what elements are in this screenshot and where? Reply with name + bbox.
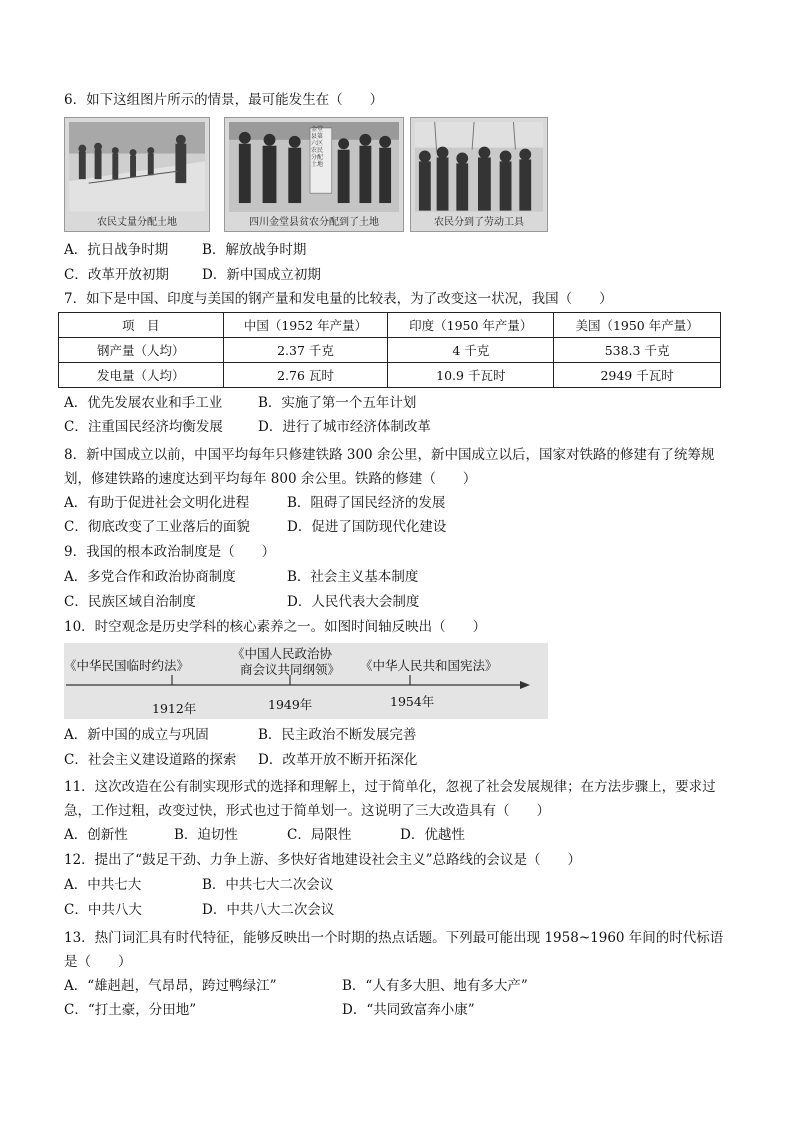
- timeline-doc-1912: 《中华民国临时约法》: [64, 658, 190, 673]
- q8-option-a[interactable]: A．有助于促进社会文明化进程: [64, 495, 250, 511]
- timeline-doc-1954: 《中华人民共和国宪法》: [360, 658, 498, 673]
- table-header-cell: 美国（1950 年产量）: [554, 313, 721, 338]
- timeline-year-1912: 1912年: [152, 701, 197, 716]
- q13-option-b[interactable]: B．“人有多大胆、地有多大产”: [342, 978, 528, 994]
- q10-option-a[interactable]: A．新中国的成立与巩固: [64, 727, 209, 743]
- q7-option-c[interactable]: C．注重国民经济均衡发展: [64, 419, 223, 435]
- q11-option-c[interactable]: C．局限性: [287, 827, 352, 843]
- q12-stem: 12．提出了“鼓足干劲、力争上游、多快好省地建设社会主义”总路线的会议是（ ）: [64, 852, 581, 868]
- q6-photo-1: [64, 117, 210, 232]
- table-header-cell: 中国（1952 年产量）: [223, 313, 388, 338]
- timeline-doc-1949-line1: 《中国人民政治协: [232, 646, 333, 661]
- q7-option-d[interactable]: D．进行了城市经济体制改革: [258, 419, 431, 435]
- q6-option-b[interactable]: B．解放战争时期: [202, 242, 307, 258]
- q10-stem: 10．时空观念是历史学科的核心素养之一。如图时间轴反映出（ ）: [64, 619, 487, 635]
- photo-caption: 农民分到了劳动工具: [434, 217, 524, 228]
- q12-option-c[interactable]: C．中共八大: [64, 902, 142, 918]
- table-row: [59, 363, 721, 388]
- table-cell: 4 千克: [388, 338, 554, 363]
- q13-option-d[interactable]: D．“共同致富奔小康”: [342, 1002, 475, 1018]
- q12-option-b[interactable]: B．中共七大二次会议: [202, 877, 334, 893]
- farmers-measuring-land-image: [69, 122, 205, 212]
- q7-option-a[interactable]: A．优先发展农业和手工业: [64, 395, 223, 411]
- q9-option-b[interactable]: B．社会主义基本制度: [287, 569, 419, 585]
- timeline-year-1954: 1954年: [390, 694, 435, 709]
- table-cell: 2.37 千克: [223, 338, 388, 363]
- q9-option-d[interactable]: D．人民代表大会制度: [287, 594, 420, 610]
- table-cell: 10.9 千瓦时: [388, 363, 554, 388]
- q7-option-b[interactable]: B．实施了第一个五年计划: [258, 395, 417, 411]
- table-header-cell: 项 目: [59, 313, 224, 338]
- q6-photo-2: [224, 117, 404, 232]
- table-row: [59, 338, 721, 363]
- timeline-doc-1949-line2: 商会议共同纲领》: [240, 662, 341, 677]
- q12-option-a[interactable]: A．中共七大: [64, 877, 142, 893]
- q12-option-d[interactable]: D．中共八大二次会议: [202, 902, 335, 918]
- table-cell: 2.76 瓦时: [223, 363, 388, 388]
- q6-option-d[interactable]: D．新中国成立初期: [202, 267, 321, 283]
- q8-option-c[interactable]: C．彻底改变了工业落后的面貌: [64, 519, 250, 535]
- arrow-right-icon: [520, 681, 530, 689]
- q13-option-c[interactable]: C．“打土豪，分田地”: [64, 1002, 197, 1018]
- q6-option-c[interactable]: C．改革开放初期: [64, 267, 169, 283]
- q11-option-b[interactable]: B．迫切性: [174, 827, 238, 843]
- q11-option-a[interactable]: A．创新性: [64, 827, 128, 843]
- q6-option-a[interactable]: A．抗日战争时期: [64, 242, 169, 258]
- q8-stem: 8．新中国成立以前，中国平均每年只修建铁路 300 余公里，新中国成立以后，国家对铁路的修建有了统筹规划，修建铁路的速度达到平均每年 800 余公里。铁路的修建（ ）: [64, 447, 715, 487]
- photo-caption: 四川金堂县贫农分配到了土地: [249, 217, 379, 228]
- table-header-row: [59, 313, 721, 338]
- q11-option-d[interactable]: D．优越性: [400, 827, 465, 843]
- q10-option-d[interactable]: D．改革开放不断开拓深化: [258, 752, 418, 768]
- constitution-timeline-figure: [64, 643, 548, 719]
- table-header-cell: 印度（1950 年产量）: [388, 313, 554, 338]
- q8-option-b[interactable]: B．阻碍了国民经济的发展: [287, 495, 446, 511]
- q10-option-b[interactable]: B．民主政治不断发展完善: [258, 727, 417, 743]
- q7-stem: 7．如下是中国、印度与美国的钢产量和发电量的比较表，为了改变这一状况，我国（ ）: [64, 291, 613, 307]
- table-cell: 钢产量（人均）: [59, 338, 224, 363]
- q6-stem: 6．如下这组图片所示的情景，最可能发生在（ ）: [64, 92, 384, 108]
- q9-option-a[interactable]: A．多党合作和政治协商制度: [64, 569, 236, 585]
- photo-caption: 农民丈量分配土地: [97, 217, 177, 228]
- q9-stem: 9．我国的根本政治制度是（ ）: [64, 544, 276, 560]
- table-cell: 2949 千瓦时: [554, 363, 721, 388]
- q10-option-c[interactable]: C．社会主义建设道路的探索: [64, 752, 237, 768]
- steel-power-comparison-table: [58, 312, 721, 388]
- q9-option-c[interactable]: C．民族区域自治制度: [64, 594, 196, 610]
- table-cell: 538.3 千克: [554, 338, 721, 363]
- timeline-year-1949: 1949年: [268, 697, 313, 712]
- q8-option-d[interactable]: D．促进了国防现代化建设: [287, 519, 447, 535]
- table-cell: 发电量（人均）: [59, 363, 224, 388]
- photo-banner-text: 金堂县第六区农民分配土地: [311, 126, 324, 168]
- q13-option-a[interactable]: A．“雄赳赳，气昂昂，跨过鸭绿江”: [64, 978, 277, 994]
- q13-stem: 13．热门词汇具有时代特征，能够反映出一个时期的热点话题。下列最可能出现 1958~1960 年间的时代标语是（ ）: [64, 930, 724, 970]
- q6-photo-3: [410, 117, 548, 232]
- q6-photo-group: [64, 117, 548, 232]
- farmers-receiving-tools-image: [415, 122, 543, 212]
- q11-stem: 11．这次改造在公有制实现形式的选择和理解上，过于简单化，忽视了社会发展规律；在方法步骤上，要求过急，工作过粗，改变过快，形式也过于简单划一。这说明了三大改造具有（ ）: [64, 779, 716, 819]
